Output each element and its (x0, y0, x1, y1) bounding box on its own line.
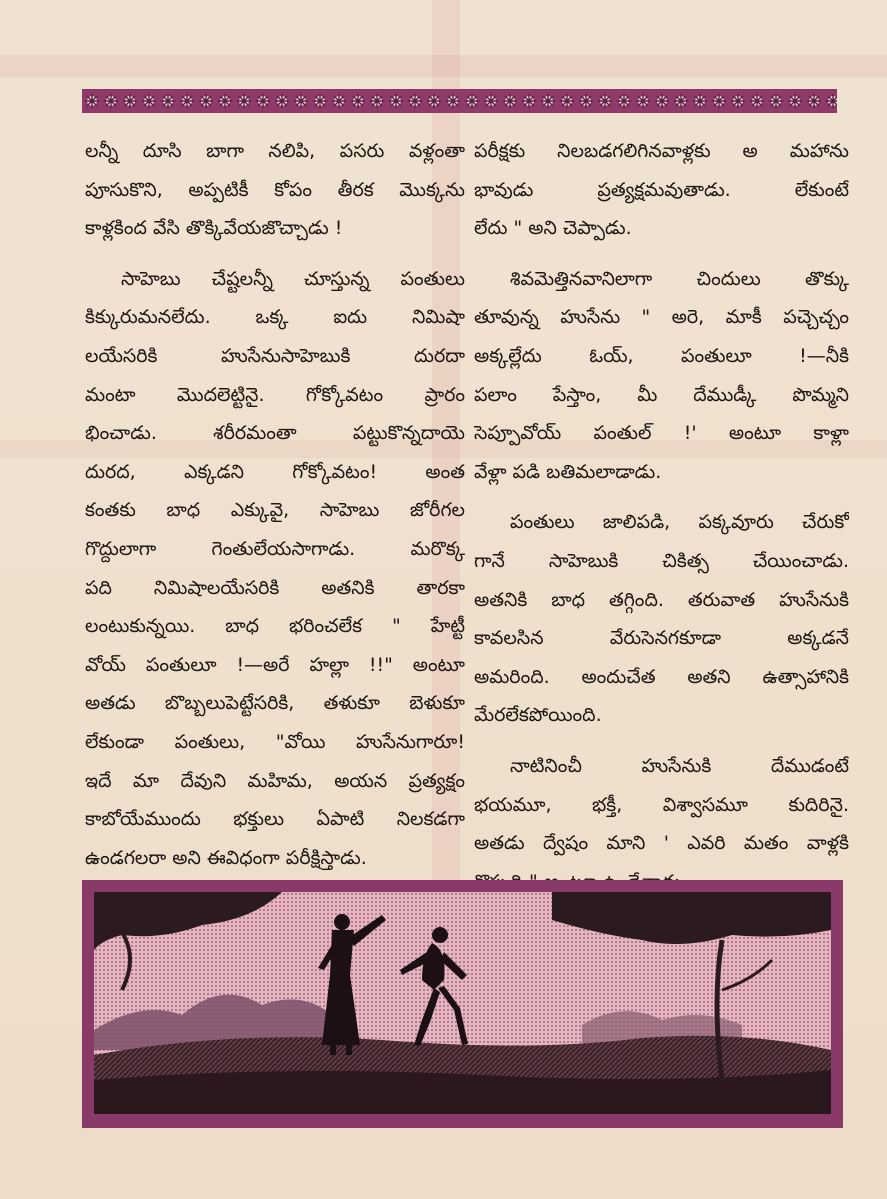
text-line: మంటా మొదలెట్టినై. గోక్కోవటం ప్రారం (85, 383, 465, 406)
paragraph (85, 260, 465, 878)
text-line: పది నిమిషాలయేసరికి అతనికి తారకా (85, 576, 465, 599)
text-line: లేదు " అని చెప్పాడు. (474, 217, 632, 240)
border-star-ornament (541, 94, 555, 108)
border-star-ornament (750, 94, 764, 108)
text-line: పంతులు జాలిపడి, పక్కవూరు చేరుకో (510, 511, 849, 534)
text-line: గొద్దులాగా గెంతులేయసాగాడు. మరొక్క (85, 537, 465, 560)
border-star-ornament (275, 94, 289, 108)
paragraph-gap (474, 491, 849, 503)
border-star-ornament (560, 94, 574, 108)
text-line: వోయ్ పంతులూ !—అరే హల్లా !!" అంటూ (85, 653, 465, 676)
story-illustration (82, 880, 843, 1128)
border-star-ornament (636, 94, 650, 108)
text-line: తూవున్న హుసేను " అరె, మాకీ పచ్చెచ్చం (474, 306, 849, 329)
paragraph (474, 260, 849, 492)
border-star-ornament (484, 94, 498, 108)
border-star-ornament (712, 94, 726, 108)
text-line: ఇదే మా దేవుని మహిమ, అయన ప్రత్యక్షం (85, 769, 465, 792)
text-line: భయమూ, భక్తీ, విశ్వాసమూ కుదిరినై. (474, 793, 849, 816)
border-star-ornament (104, 94, 118, 108)
text-line: వేళ్లా పడి బతిమలాడాడు. (474, 460, 662, 483)
text-line: శివమెత్తినవానిలాగా చిందులు తొక్కు (510, 267, 849, 290)
text-line: సాహెబు చేష్టలన్నీ చూస్తున్న పంతులు (121, 267, 465, 290)
border-star-ornament (769, 94, 783, 108)
two-figures-in-landscape-illustration (82, 880, 843, 1128)
text-line: కాబోయేముందు భక్తులు ఏపాటి నిలకడగా (85, 808, 465, 831)
border-star-ornament (161, 94, 175, 108)
left-column (85, 132, 465, 877)
border-star-ornament (237, 94, 251, 108)
text-line: లన్నీ దూసి బాగా నలిపి, పసరు వళ్లంతా (85, 140, 465, 162)
border-star-ornament (674, 94, 688, 108)
border-star-ornament (199, 94, 213, 108)
paragraph-gap (85, 248, 465, 260)
text-line: ఉండగలరా అని ఈవిధంగా పరీక్షిస్తాడు. (85, 846, 367, 869)
text-line: సెప్పూవోయ్ పంతుల్ !' అంటూ కాళ్లా (474, 422, 849, 445)
border-star-ornament (142, 94, 156, 108)
paragraph-gap (474, 735, 849, 747)
border-star-ornament (788, 94, 802, 108)
text-line: మేరలేకపోయింది. (474, 704, 602, 727)
text-line: అక్కల్లేదు ఓయ్, పంతులూ !—నీకి (474, 344, 849, 367)
right-column (474, 132, 849, 901)
border-star-ornament (427, 94, 441, 108)
text-line: పరీక్షకు నిలబడగలిగినవాళ్లకు అ మహాను (474, 140, 849, 162)
text-line: అతనికి బాధ తగ్గింది. తరువాత హుసేనుకి (474, 588, 849, 611)
text-line: కావలసిన వేరుసెనగకూడా అక్కడనే (474, 627, 849, 650)
border-star-ornament (598, 94, 612, 108)
text-line: దురద, ఎక్కడని గోక్కోవటం! అంత (85, 460, 465, 483)
border-star-ornament (617, 94, 631, 108)
border-star-ornament (503, 94, 517, 108)
border-star-ornament (294, 94, 308, 108)
paragraph (85, 132, 465, 248)
text-line: గానే సాహెబుకి చికిత్స చేయించాడు. (474, 549, 849, 572)
text-line: లంటుకున్నయి. బాధ భరించలేక " హేట్టీ (85, 615, 465, 638)
border-star-ornament (332, 94, 346, 108)
border-star-ornament (522, 94, 536, 108)
text-line: భావుడు ప్రత్యక్షమవుతాడు. లేకుంటే (474, 178, 849, 201)
paragraph (474, 747, 849, 901)
text-line: కాళ్లకింద వేసి తొక్కివేయజొచ్చాడు ! (85, 217, 343, 240)
decorative-border-band (82, 89, 837, 113)
border-star-ornament (218, 94, 232, 108)
border-star-ornament (446, 94, 460, 108)
text-line: పూసుకొని, అప్పటికీ కోపం తీరక మొక్కను (85, 178, 465, 201)
border-star-ornament (351, 94, 365, 108)
text-line: అమరింది. అందుచేత అతని ఉత్సాహానికి (474, 665, 849, 688)
border-star-ornament (85, 94, 99, 108)
print-through-horizontal (0, 55, 887, 77)
border-star-ornament (389, 94, 403, 108)
text-line: అతడు ద్వేషం మాని ' ఎవరి మతం వాళ్లకి (474, 832, 849, 855)
text-line: పలాం పేస్తాం, మీ దేముడ్కీ పొమ్మని (474, 383, 849, 406)
border-star-ornament (123, 94, 137, 108)
paragraph (474, 132, 849, 248)
paragraph (474, 503, 849, 735)
border-star-ornament (313, 94, 327, 108)
text-line: లేకుండా పంతులు, "వోయి హుసేనుగారూ! (85, 730, 465, 753)
border-star-ornament (256, 94, 270, 108)
border-star-ornament (579, 94, 593, 108)
border-star-ornament (655, 94, 669, 108)
text-line: భించాడు. శరీరమంతా పట్టుకొన్నదాయె (85, 422, 465, 445)
text-line: నాటినించీ హుసేనుకి దేముడంటే (510, 754, 849, 777)
paragraph-gap (474, 248, 849, 260)
text-line: అతడు బొబ్బలుపెట్టేసరికి, తళుకూ బెళుకూ (85, 692, 465, 715)
text-line: లయేసరికి హుసేనుసాహెబుకి దురదా (85, 344, 465, 367)
border-star-ornament (465, 94, 479, 108)
border-star-ornament (731, 94, 745, 108)
border-star-ornament (370, 94, 384, 108)
text-line: కంతకు బాధ ఎక్కువై, సాహెబు జోరీగల (85, 499, 465, 522)
border-star-ornament (408, 94, 422, 108)
text-line: కిక్కురుమనలేదు. ఒక్క ఐదు నిమిషా (85, 306, 465, 329)
border-star-ornament (180, 94, 194, 108)
border-star-ornament (807, 94, 821, 108)
border-star-ornament (693, 94, 707, 108)
